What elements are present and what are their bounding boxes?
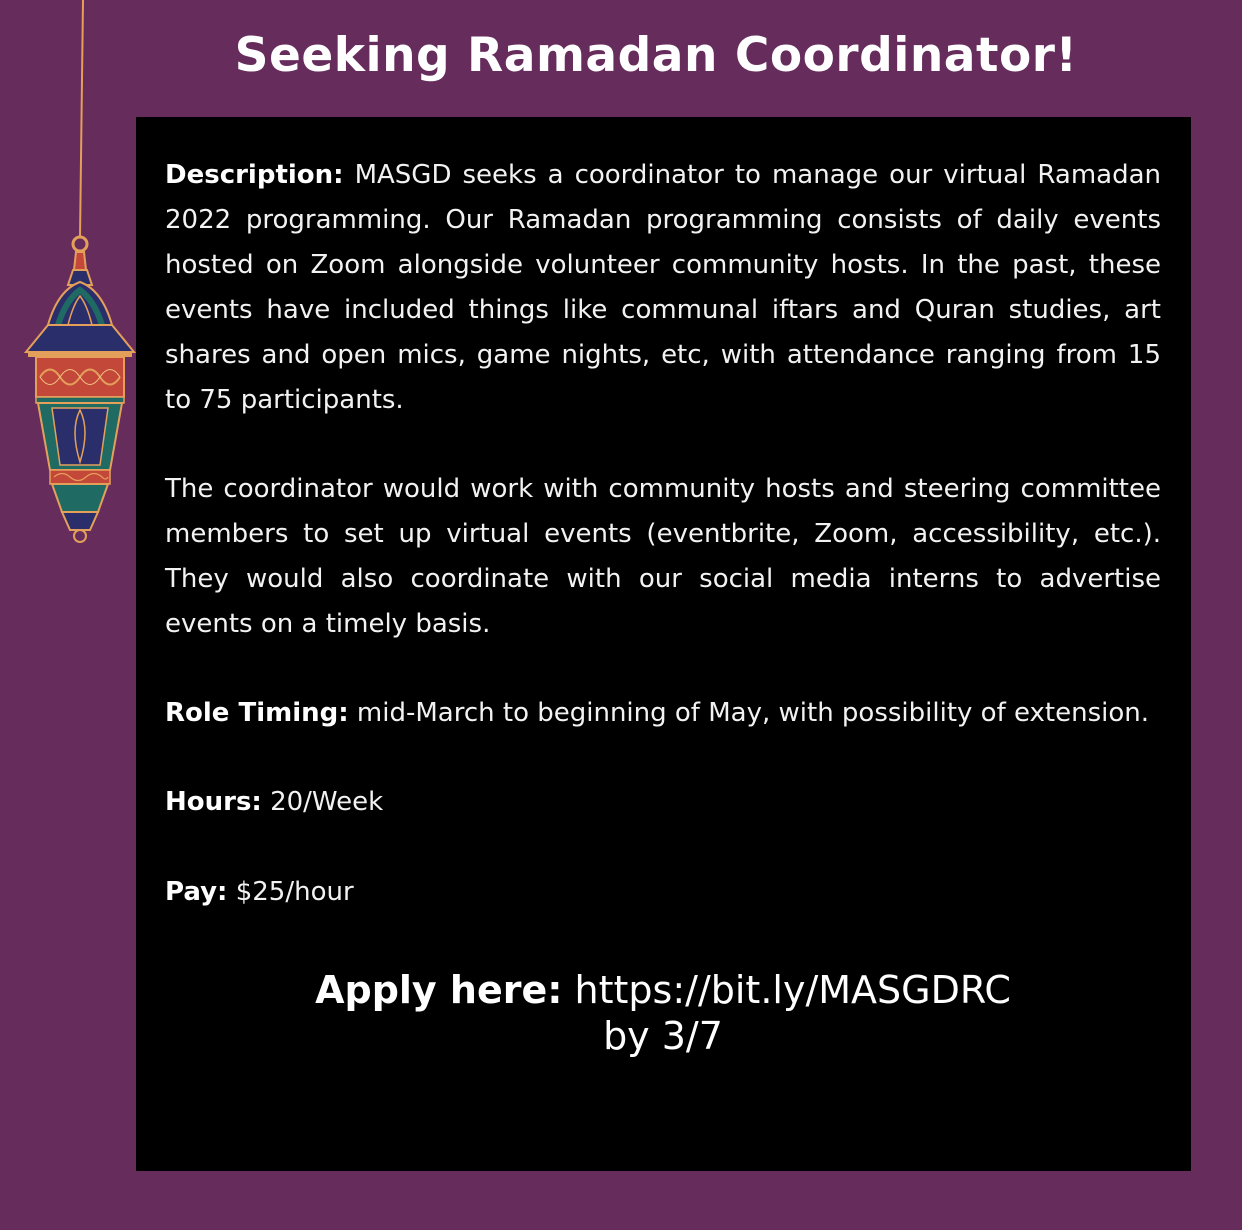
hanging-lantern-icon — [18, 0, 148, 560]
apply-block — [165, 967, 1161, 1059]
apply-label: Apply here: — [315, 968, 563, 1012]
description-text: MASGD seeks a coordinator to manage our virtual Ramadan 2022 programming. Our Ramadan programming consists of daily events hosted on Zoom alongside volunteer community hosts. In the past, these events have included things like communal iftars and Quran studies, art shares and open mics, game nights, etc, with attendance ranging from 15 to 75 participants. — [165, 160, 1161, 415]
pay-value: $25/hour — [227, 877, 354, 907]
role-timing-text: mid-March to beginning of May, with possibility of extension. — [348, 698, 1150, 728]
hours-label: Hours: — [165, 787, 262, 817]
apply-deadline: by 3/7 — [603, 1014, 723, 1058]
role-timing-label: Role Timing: — [165, 698, 349, 728]
hours-value: 20/Week — [261, 787, 384, 817]
page-title: Seeking Ramadan Coordinator! — [234, 28, 1078, 83]
coordinator-paragraph: The coordinator would work with community hosts and steering committee members to set up virtual events (eventbrite, Zoom, accessibility, etc.). They would also coordinate with our social media interns to advertise events on a timely basis. — [165, 474, 1161, 639]
hours-line — [165, 780, 1161, 825]
apply-link[interactable]: https://bit.ly/MASGDRC — [562, 968, 1011, 1012]
pay-line — [165, 870, 1161, 915]
job-description-panel — [136, 117, 1191, 1171]
description-paragraph — [165, 153, 1161, 423]
apply-line — [165, 967, 1161, 1013]
role-timing-paragraph — [165, 691, 1161, 736]
description-label: Description: — [165, 160, 344, 190]
pay-label: Pay: — [165, 877, 228, 907]
